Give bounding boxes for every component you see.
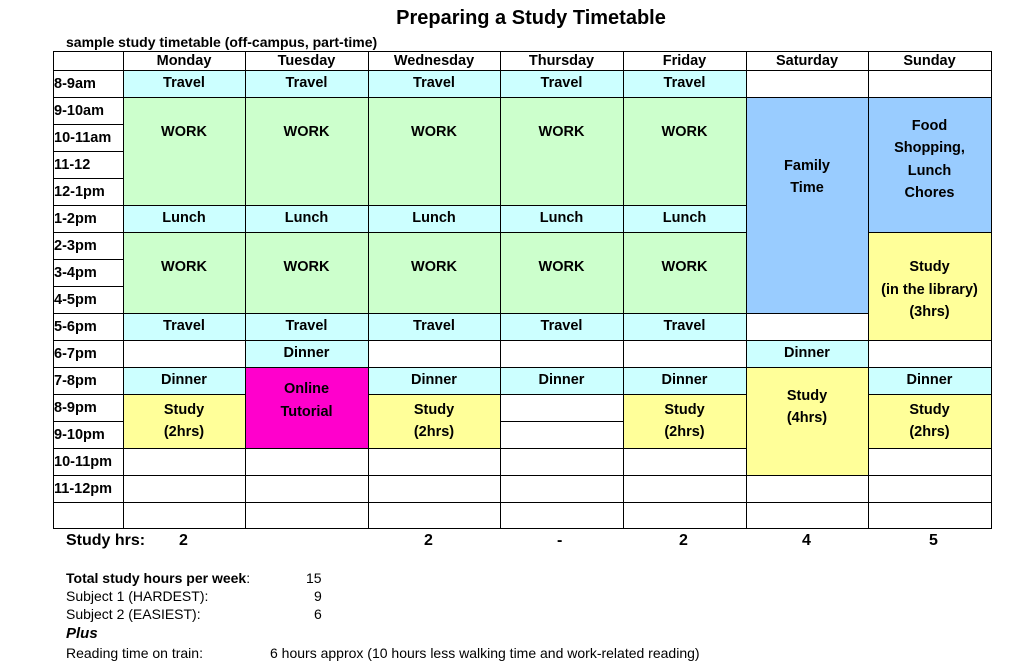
sunday-dinner-text-1: Dinner	[906, 372, 953, 389]
saturday-study-text-1: Study	[786, 387, 828, 404]
tuesday-travel-morning-text-1: Travel	[285, 75, 328, 92]
thursday-dinner	[500, 367, 623, 394]
grid-vline	[868, 51, 869, 529]
grid-vline	[746, 51, 747, 529]
sunday-food-shopping	[868, 97, 991, 232]
grid-hline	[245, 232, 369, 233]
grid-hline	[123, 367, 246, 368]
monday-lunch-text-1: Lunch	[162, 210, 206, 227]
wednesday-study-text-1: Study	[413, 401, 455, 418]
day-header-thursday-text-1: Thursday	[528, 52, 595, 69]
grid-hline	[746, 340, 869, 341]
grid-hline	[53, 97, 124, 98]
friday-work-morning	[623, 97, 746, 205]
grid-hline	[123, 448, 246, 449]
friday-travel-evening	[623, 313, 746, 340]
sunday-dinner	[868, 367, 991, 394]
time-label-10-11pm: 10-11pm	[54, 453, 113, 470]
thursday-dinner-text-1: Dinner	[538, 372, 585, 389]
grid-tick	[245, 178, 246, 179]
grid-hline	[245, 340, 369, 341]
friday-work-afternoon	[623, 232, 746, 313]
wednesday-lunch	[368, 205, 500, 232]
day-header-friday-text-1: Friday	[662, 52, 707, 69]
tuesday-lunch	[245, 205, 368, 232]
grid-tick	[368, 286, 369, 287]
time-label-11-12pm: 11-12pm	[54, 480, 113, 497]
grid-hline	[245, 205, 369, 206]
study-hrs-monday: 2	[179, 532, 188, 549]
grid-hline	[868, 232, 992, 233]
grid-hline	[53, 124, 124, 125]
grid-hline	[123, 313, 246, 314]
grid-tick	[123, 124, 124, 125]
time-label-6-7pm: 6-7pm	[54, 345, 97, 362]
thursday-work-morning-text-1: WORK	[538, 124, 585, 140]
grid-hline	[623, 313, 747, 314]
saturday-family-time-text-2: Time	[790, 180, 824, 196]
grid-tick	[623, 124, 624, 125]
grid-hline	[746, 97, 869, 98]
day-header-wednesday	[368, 51, 500, 70]
grid-hline	[500, 97, 624, 98]
grid-tick	[123, 286, 124, 287]
tuesday-online-tutorial-text-1: Online	[283, 381, 330, 398]
day-header-friday	[623, 51, 746, 70]
time-label-2-3pm: 2-3pm	[54, 237, 97, 254]
wednesday-travel-evening	[368, 313, 500, 340]
grid-hline	[53, 367, 124, 368]
day-header-tuesday	[245, 51, 368, 70]
grid-hline	[868, 340, 992, 341]
saturday-family-time-text-1: Family	[784, 157, 830, 174]
grid-hline	[368, 448, 501, 449]
day-header-saturday-text-1: Saturday	[775, 52, 839, 69]
thursday-travel-morning-text-1: Travel	[540, 75, 583, 92]
grid-tick	[623, 151, 624, 152]
time-label-1-2pm: 1-2pm	[54, 210, 97, 227]
day-header-monday-text-1: Monday	[156, 52, 212, 69]
grid-hline	[623, 97, 747, 98]
friday-lunch-text-1: Lunch	[662, 210, 707, 227]
grid-hline	[123, 394, 246, 395]
grid-tick	[623, 178, 624, 179]
wednesday-dinner	[368, 367, 500, 394]
grid-tick	[245, 124, 246, 125]
grid-hline	[53, 394, 124, 395]
grid-hline	[368, 502, 501, 503]
grid-hline	[245, 313, 369, 314]
grid-hline	[123, 502, 246, 503]
grid-hline	[368, 367, 501, 368]
reading-value: 6 hours approx (10 hours less walking time and work-related reading)	[270, 645, 700, 661]
monday-travel-morning-text-1: Travel	[163, 75, 205, 92]
total-label: Total study hours per week	[66, 570, 247, 586]
grid-tick	[500, 286, 501, 287]
thursday-work-morning	[500, 97, 623, 205]
grid-hline	[53, 475, 124, 476]
monday-study	[123, 394, 245, 448]
friday-study-text-2: (2hrs)	[664, 424, 705, 440]
friday-study-text-1: Study	[664, 401, 705, 418]
friday-dinner	[623, 367, 746, 394]
wednesday-work-morning	[368, 97, 500, 205]
subject2-value: 6	[314, 606, 322, 622]
tuesday-travel-evening	[245, 313, 368, 340]
grid-tick	[123, 178, 124, 179]
grid-tick	[123, 151, 124, 152]
friday-travel-morning	[623, 70, 746, 97]
thursday-lunch-text-1: Lunch	[539, 210, 584, 227]
tuesday-work-morning-text-1: WORK	[283, 124, 330, 140]
grid-tick	[245, 259, 246, 260]
time-label-5-6pm: 5-6pm	[54, 318, 97, 335]
grid-hline	[53, 286, 124, 287]
wednesday-work-afternoon	[368, 232, 500, 313]
plus-label: Plus	[66, 625, 98, 642]
wednesday-lunch-text-1: Lunch	[412, 210, 456, 227]
monday-travel-evening	[123, 313, 245, 340]
grid-hline	[123, 340, 246, 341]
sunday-study-library-text-2: (in the library)	[881, 281, 978, 298]
grid-tick	[245, 151, 246, 152]
grid-hline	[53, 232, 124, 233]
sunday-food-shopping-text-1: Food	[911, 117, 948, 134]
wednesday-dinner-text-1: Dinner	[411, 372, 457, 389]
grid-hline	[500, 205, 624, 206]
grid-vline	[53, 51, 54, 529]
grid-hline	[500, 232, 624, 233]
sunday-food-shopping-text-3: Lunch	[907, 162, 952, 179]
grid-tick	[500, 151, 501, 152]
wednesday-study	[368, 394, 500, 448]
friday-lunch	[623, 205, 746, 232]
grid-hline	[368, 475, 501, 476]
grid-hline	[53, 421, 124, 422]
time-label-12-1pm: 12-1pm	[54, 183, 105, 200]
grid-hline	[500, 475, 624, 476]
grid-tick	[368, 124, 369, 125]
thursday-lunch	[500, 205, 623, 232]
time-label-4-5pm: 4-5pm	[54, 291, 97, 308]
tuesday-work-afternoon	[245, 232, 368, 313]
wednesday-work-afternoon-text-1: WORK	[411, 259, 457, 275]
tuesday-work-afternoon-text-1: WORK	[283, 259, 330, 275]
time-label-9-10pm: 9-10pm	[54, 426, 105, 443]
friday-work-morning-text-1: WORK	[661, 124, 708, 140]
study-hrs-friday: 2	[679, 532, 688, 549]
grid-tick	[623, 259, 624, 260]
sunday-food-shopping-text-4: Chores	[904, 184, 955, 201]
day-header-wednesday-text-1: Wednesday	[393, 52, 475, 69]
grid-hline	[868, 448, 992, 449]
grid-hline	[368, 232, 501, 233]
subject1-label: Subject 1 (HARDEST):	[66, 588, 209, 604]
time-label-3-4pm: 3-4pm	[54, 264, 97, 281]
grid-hline	[623, 502, 747, 503]
monday-travel-evening-text-1: Travel	[163, 318, 205, 335]
grid-tick	[368, 178, 369, 179]
grid-hline	[53, 502, 124, 503]
tuesday-travel-morning	[245, 70, 368, 97]
grid-hline	[123, 205, 246, 206]
grid-hline	[368, 97, 501, 98]
grid-hline	[53, 528, 992, 529]
total-value: 15	[306, 570, 322, 586]
monday-work-afternoon	[123, 232, 245, 313]
grid-hline	[623, 448, 747, 449]
time-label-8-9pm: 8-9pm	[54, 399, 97, 416]
wednesday-work-morning-text-1: WORK	[411, 124, 457, 140]
study-hrs-label: Study hrs:	[66, 532, 146, 549]
grid-hline	[53, 205, 124, 206]
grid-hline	[53, 313, 124, 314]
wednesday-study-text-2: (2hrs)	[413, 424, 455, 440]
reading-label: Reading time on train:	[66, 645, 203, 661]
grid-hline	[623, 205, 747, 206]
grid-hline	[245, 97, 369, 98]
grid-hline	[746, 367, 869, 368]
grid-hline	[53, 448, 124, 449]
monday-dinner-text-1: Dinner	[161, 372, 207, 389]
grid-vline	[623, 51, 624, 529]
study-hrs-wednesday: 2	[424, 532, 433, 549]
tuesday-online-tutorial	[245, 367, 368, 448]
study-hrs-thursday: -	[557, 532, 563, 549]
tuesday-dinner-text-1: Dinner	[283, 345, 330, 362]
grid-vline	[368, 51, 369, 529]
grid-tick	[245, 286, 246, 287]
grid-tick	[500, 124, 501, 125]
grid-vline	[245, 51, 246, 529]
monday-study-text-2: (2hrs)	[163, 424, 205, 440]
day-header-tuesday-text-1: Tuesday	[277, 52, 336, 69]
saturday-study-text-2: (4hrs)	[786, 410, 828, 426]
tuesday-online-tutorial-text-2: Tutorial	[280, 403, 333, 420]
page-subtitle: sample study timetable (off-campus, part-time)	[66, 34, 378, 50]
grid-hline	[123, 97, 246, 98]
time-label-7-8pm: 7-8pm	[54, 372, 97, 389]
tuesday-work-morning	[245, 97, 368, 205]
friday-travel-morning-text-1: Travel	[663, 75, 706, 92]
tuesday-dinner	[245, 340, 368, 367]
total-colon: :	[246, 570, 251, 586]
grid-hline	[500, 502, 624, 503]
grid-hline	[868, 394, 992, 395]
sunday-study-library-text-3: (3hrs)	[909, 304, 950, 321]
tuesday-lunch-text-1: Lunch	[284, 210, 329, 227]
grid-hline	[53, 51, 992, 52]
grid-hline	[500, 421, 624, 422]
grid-vline	[991, 51, 992, 529]
grid-tick	[368, 259, 369, 260]
grid-vline	[123, 51, 124, 529]
thursday-travel-evening	[500, 313, 623, 340]
thursday-work-afternoon	[500, 232, 623, 313]
subject2-label: Subject 2 (EASIEST):	[66, 606, 201, 622]
grid-tick	[123, 259, 124, 260]
grid-hline	[368, 340, 501, 341]
grid-hline	[53, 151, 124, 152]
grid-tick	[500, 178, 501, 179]
monday-work-morning	[123, 97, 245, 205]
saturday-study	[746, 367, 868, 475]
friday-dinner-text-1: Dinner	[661, 372, 708, 389]
sunday-study-text-1: Study	[909, 401, 950, 418]
monday-work-morning-text-1: WORK	[161, 124, 207, 140]
study-hrs-saturday: 4	[802, 532, 811, 549]
subject1-value: 9	[314, 588, 322, 604]
grid-tick	[623, 286, 624, 287]
saturday-dinner-text-1: Dinner	[784, 345, 830, 362]
monday-travel-morning	[123, 70, 245, 97]
day-header-sunday-text-1: Sunday	[903, 52, 956, 69]
grid-hline	[368, 313, 501, 314]
friday-travel-evening-text-1: Travel	[663, 318, 706, 335]
grid-hline	[53, 259, 124, 260]
page-title: Preparing a Study Timetable	[396, 7, 666, 29]
grid-hline	[623, 367, 747, 368]
time-label-10-11am: 10-11am	[54, 129, 112, 146]
day-header-saturday	[746, 51, 868, 70]
thursday-travel-morning	[500, 70, 623, 97]
grid-hline	[123, 232, 246, 233]
grid-tick	[368, 151, 369, 152]
grid-hline	[123, 475, 246, 476]
saturday-family-time	[746, 97, 868, 313]
grid-hline	[245, 448, 369, 449]
grid-hline	[500, 340, 624, 341]
total-study-hours	[66, 570, 250, 586]
grid-hline	[53, 70, 124, 71]
day-header-sunday	[868, 51, 991, 70]
grid-vline	[500, 51, 501, 529]
saturday-dinner	[746, 340, 868, 367]
grid-hline	[746, 502, 869, 503]
grid-hline	[500, 367, 624, 368]
grid-hline	[868, 475, 992, 476]
grid-hline	[623, 394, 747, 395]
time-label-8-9am: 8-9am	[54, 75, 96, 92]
grid-hline	[500, 313, 624, 314]
grid-hline	[245, 475, 369, 476]
grid-hline	[500, 394, 624, 395]
sunday-study-library	[868, 232, 991, 340]
monday-study-text-1: Study	[163, 401, 205, 418]
grid-hline	[500, 448, 624, 449]
time-label-11-12: 11-12	[54, 156, 91, 173]
friday-study	[623, 394, 746, 448]
grid-hline	[368, 394, 501, 395]
grid-hline	[368, 205, 501, 206]
grid-hline	[53, 340, 124, 341]
grid-hline	[746, 475, 869, 476]
grid-hline	[623, 232, 747, 233]
thursday-work-afternoon-text-1: WORK	[538, 259, 585, 275]
study-hrs-sunday: 5	[929, 532, 938, 549]
grid-hline	[623, 475, 747, 476]
grid-hline	[623, 340, 747, 341]
grid-tick	[500, 259, 501, 260]
sunday-study-text-2: (2hrs)	[909, 424, 950, 440]
day-header-thursday	[500, 51, 623, 70]
time-label-9-10am: 9-10am	[54, 102, 104, 119]
wednesday-travel-evening-text-1: Travel	[413, 318, 455, 335]
thursday-travel-evening-text-1: Travel	[540, 318, 583, 335]
grid-hline	[53, 178, 124, 179]
grid-hline	[123, 70, 992, 71]
monday-lunch	[123, 205, 245, 232]
monday-dinner	[123, 367, 245, 394]
sunday-study	[868, 394, 991, 448]
sunday-food-shopping-text-2: Shopping,	[894, 140, 965, 157]
grid-hline	[746, 313, 869, 314]
grid-hline	[245, 367, 369, 368]
grid-hline	[868, 367, 992, 368]
tuesday-travel-evening-text-1: Travel	[285, 318, 328, 335]
day-header-monday	[123, 51, 245, 70]
grid-hline	[868, 97, 992, 98]
wednesday-travel-morning	[368, 70, 500, 97]
sunday-study-library-text-1: Study	[909, 259, 950, 276]
monday-work-afternoon-text-1: WORK	[161, 259, 207, 275]
grid-hline	[868, 502, 992, 503]
grid-hline	[245, 502, 369, 503]
friday-work-afternoon-text-1: WORK	[661, 259, 708, 275]
wednesday-travel-morning-text-1: Travel	[413, 75, 455, 92]
